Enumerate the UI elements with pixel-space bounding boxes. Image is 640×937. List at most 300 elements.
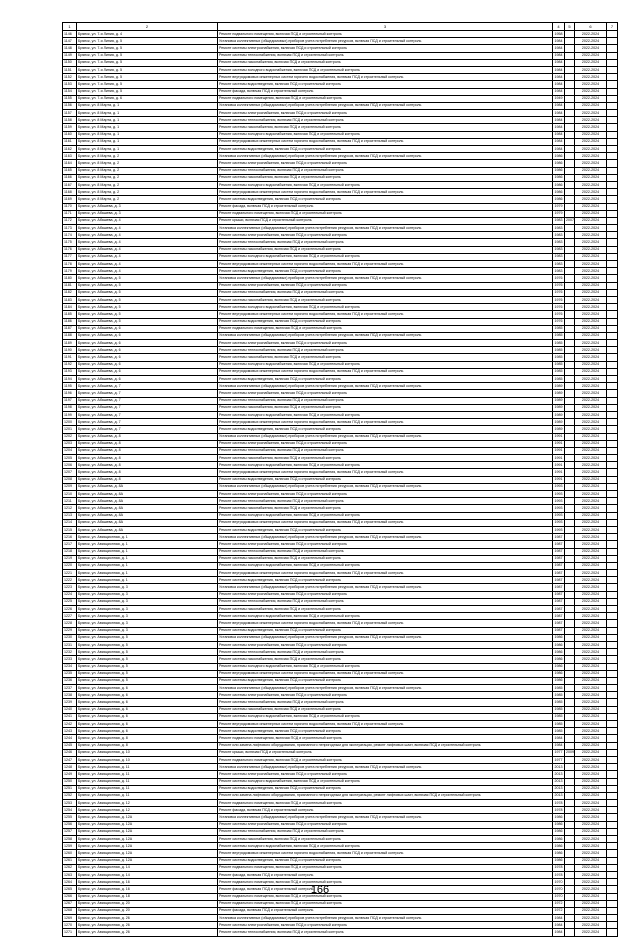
cell-address: Брянск, ул. 8 Марта, д. 2 — [77, 167, 218, 174]
cell-extra — [607, 907, 618, 914]
cell-planned-period: 2022-2024 — [575, 598, 607, 605]
cell-work-type: Ремонт системы теплоснабжения, включая ПСД и строительный контроль — [218, 397, 553, 404]
cell-row-number: 1215 — [63, 526, 77, 533]
cell-year-repair — [565, 843, 575, 850]
cell-work-type: Установка коллективных (общедомовых) приборов учета потребления ресурсов, включая ПСД и строительный контроль — [218, 634, 553, 641]
cell-address: Брянск, ул. Авиационная, д. 3 — [77, 598, 218, 605]
cell-planned-period: 2022-2024 — [575, 203, 607, 210]
cell-row-number: 1150 — [63, 59, 77, 66]
cell-year-repair — [565, 476, 575, 483]
cell-year-built: 1983 — [553, 239, 565, 246]
cell-row-number: 1206 — [63, 462, 77, 469]
cell-year-built: 1987 — [553, 591, 565, 598]
table-row — [63, 864, 618, 871]
cell-address: Брянск, ул. Абашева, д. 7 — [77, 426, 218, 433]
cell-work-type: Ремонт фасада, включая ПСД и строительный контроль — [218, 907, 553, 914]
cell-extra — [607, 677, 618, 684]
cell-address: Брянск, ул. Авиационная, д. 26 — [77, 915, 218, 922]
cell-year-built: 1985 — [553, 685, 565, 692]
cell-work-type: Ремонт системы холодного водоснабжения, включая ПСД и строительный контроль — [218, 361, 553, 368]
cell-work-type: Ремонт внутридомовых инженерных систем горячего водоснабжения, включая ПСД и строительный контроль — [218, 311, 553, 318]
cell-row-number: 1253 — [63, 800, 77, 807]
table-row — [63, 584, 618, 591]
cell-planned-period: 2022-2024 — [575, 843, 607, 850]
cell-address: Брянск, ул. Абашева, д. 5 — [77, 282, 218, 289]
table-row — [63, 721, 618, 728]
table-row — [63, 102, 618, 109]
table-row — [63, 88, 618, 95]
cell-extra — [607, 397, 618, 404]
header-col-4: 4 — [553, 23, 565, 31]
cell-work-type: Ремонт системы электроснабжения, включая ПСД и строительный контроль — [218, 591, 553, 598]
cell-extra — [607, 814, 618, 821]
cell-year-repair — [565, 52, 575, 59]
cell-work-type: Ремонт системы электроснабжения, включая ПСД и строительный контроль — [218, 390, 553, 397]
cell-planned-period: 2022-2024 — [575, 45, 607, 52]
cell-year-built: 1987 — [553, 613, 565, 620]
cell-year-repair — [565, 397, 575, 404]
cell-year-repair — [565, 59, 575, 66]
cell-extra — [607, 318, 618, 325]
cell-extra — [607, 66, 618, 73]
cell-year-repair — [565, 685, 575, 692]
cell-address: Брянск, ул. Авиационная, д. 5 — [77, 656, 218, 663]
cell-address: Брянск, ул. Абашева, д. 6 — [77, 325, 218, 332]
cell-address: Брянск, ул. Абашева, д. 4 — [77, 268, 218, 275]
cell-extra — [607, 749, 618, 756]
cell-planned-period: 2022-2024 — [575, 534, 607, 541]
cell-extra — [607, 296, 618, 303]
cell-extra — [607, 167, 618, 174]
cell-address: Брянск, ул. Абашева, д. 8А — [77, 505, 218, 512]
table-row — [63, 232, 618, 239]
cell-row-number: 1248 — [63, 764, 77, 771]
cell-planned-period: 2022-2024 — [575, 483, 607, 490]
table-row — [63, 153, 618, 160]
cell-extra — [607, 613, 618, 620]
cell-work-type: Ремонт системы холодного водоснабжения, включая ПСД и строительный контроль — [218, 462, 553, 469]
cell-address: Брянск, ул. Авиационная, д. 6 — [77, 685, 218, 692]
cell-year-repair — [565, 160, 575, 167]
cell-work-type: Установка коллективных (общедомовых) приборов учета потребления ресурсов, включая ПСД и строительный контроль — [218, 764, 553, 771]
cell-planned-period: 2022-2024 — [575, 699, 607, 706]
cell-year-built: 1984 — [553, 110, 565, 117]
cell-work-type: Ремонт системы электроснабжения, включая ПСД и строительный контроль — [218, 440, 553, 447]
cell-year-built: 1984 — [553, 59, 565, 66]
cell-address: Брянск, ул. Абашева, д. 8 — [77, 447, 218, 454]
table-row — [63, 843, 618, 850]
cell-work-type: Ремонт системы водоотведения, включая ПСД и строительный контроль — [218, 476, 553, 483]
cell-planned-period: 2022-2024 — [575, 383, 607, 390]
cell-year-repair — [565, 555, 575, 562]
cell-work-type: Ремонт системы водоотведения, включая ПСД и строительный контроль — [218, 577, 553, 584]
cell-year-built: 1978 — [553, 800, 565, 807]
cell-work-type: Ремонт системы газоснабжения, включая ПСД и строительный контроль — [218, 606, 553, 613]
cell-extra — [607, 534, 618, 541]
cell-year-repair — [565, 785, 575, 792]
cell-address: Брянск, ул. Авиационная, д. 26 — [77, 922, 218, 929]
cell-planned-period: 2022-2024 — [575, 505, 607, 512]
table-row — [63, 814, 618, 821]
cell-address: Брянск, ул. Абашева, д. 7 — [77, 397, 218, 404]
cell-year-repair — [565, 110, 575, 117]
cell-row-number: 1231 — [63, 641, 77, 648]
cell-year-repair — [565, 634, 575, 641]
cell-extra — [607, 268, 618, 275]
cell-extra — [607, 929, 618, 936]
cell-row-number: 1194 — [63, 376, 77, 383]
cell-address: Брянск, ул. Абашева, д. 6 — [77, 347, 218, 354]
cell-planned-period: 2022-2024 — [575, 289, 607, 296]
cell-address: Брянск, ул. Абашева, д. 6 — [77, 376, 218, 383]
cell-address: Брянск, ул. Абашева, д. 4 — [77, 225, 218, 232]
cell-extra — [607, 577, 618, 584]
cell-work-type: Ремонт системы холодного водоснабжения, включая ПСД и строительный контроль — [218, 613, 553, 620]
cell-year-repair — [565, 792, 575, 799]
header-col-7: 7 — [607, 23, 618, 31]
cell-work-type: Ремонт подвального помещения, включая ПСД и строительный контроль — [218, 95, 553, 102]
cell-work-type: Ремонт системы газоснабжения, включая ПСД и строительный контроль — [218, 124, 553, 131]
cell-year-built: 1986 — [553, 814, 565, 821]
table-row — [63, 462, 618, 469]
cell-address: Брянск, ул. Авиационная, д. 11 — [77, 778, 218, 785]
cell-address: Брянск, ул. Авиационная, д. 12А — [77, 857, 218, 864]
cell-year-built: 1993 — [553, 491, 565, 498]
table-row — [63, 548, 618, 555]
cell-year-built: 1978 — [553, 864, 565, 871]
cell-extra — [607, 239, 618, 246]
cell-address: Брянск, ул. 8 Марта, д. 2 — [77, 189, 218, 196]
cell-row-number: 1250 — [63, 778, 77, 785]
cell-work-type: Ремонт системы водоотведения, включая ПСД и строительный контроль — [218, 677, 553, 684]
table-row — [63, 756, 618, 763]
cell-planned-period: 2022-2024 — [575, 59, 607, 66]
table-row — [63, 526, 618, 533]
cell-work-type: Ремонт подвального помещения, включая ПСД и строительный контроль — [218, 325, 553, 332]
table-row — [63, 117, 618, 124]
cell-planned-period: 2022-2024 — [575, 376, 607, 383]
cell-year-repair — [565, 138, 575, 145]
header-col-2: 2 — [77, 23, 218, 31]
cell-planned-period: 2022-2024 — [575, 95, 607, 102]
cell-row-number: 1262 — [63, 864, 77, 871]
cell-year-repair — [565, 764, 575, 771]
cell-planned-period: 2022-2024 — [575, 225, 607, 232]
cell-year-built: 1987 — [553, 627, 565, 634]
table-row — [63, 670, 618, 677]
cell-address: Брянск, ул. Авиационная, д. 1 — [77, 541, 218, 548]
cell-row-number: 1175 — [63, 239, 77, 246]
cell-year-repair — [565, 778, 575, 785]
cell-address: Брянск, ул. Авиационная, д. 12А — [77, 821, 218, 828]
cell-extra — [607, 426, 618, 433]
cell-row-number: 1203 — [63, 440, 77, 447]
cell-extra — [607, 699, 618, 706]
cell-year-repair — [565, 735, 575, 742]
cell-row-number: 1184 — [63, 304, 77, 311]
cell-address: Брянск, ул. Абашева, д. 8А — [77, 519, 218, 526]
cell-row-number: 1196 — [63, 390, 77, 397]
cell-row-number: 1190 — [63, 347, 77, 354]
cell-year-built: 1986 — [553, 153, 565, 160]
cell-row-number: 1201 — [63, 426, 77, 433]
cell-planned-period: 2022-2024 — [575, 591, 607, 598]
table-row — [63, 900, 618, 907]
table-row — [63, 426, 618, 433]
cell-planned-period: 2022-2024 — [575, 31, 607, 38]
cell-address: Брянск, ул. Авиационная, д. 6 — [77, 692, 218, 699]
cell-row-number: 1271 — [63, 929, 77, 936]
cell-row-number: 1157 — [63, 110, 77, 117]
cell-year-repair — [565, 38, 575, 45]
cell-year-built: 1984 — [553, 102, 565, 109]
cell-year-built: 1984 — [553, 915, 565, 922]
cell-address: Брянск, ул. Авиационная, д. 11 — [77, 764, 218, 771]
cell-address: Брянск, ул. 8 Марта, д. 2 — [77, 153, 218, 160]
cell-extra — [607, 498, 618, 505]
cell-extra — [607, 792, 618, 799]
cell-year-built: 2013 — [553, 778, 565, 785]
cell-work-type: Установка коллективных (общедомовых) приборов учета потребления ресурсов, включая ПСД и строительный контроль — [218, 38, 553, 45]
cell-planned-period: 2022-2024 — [575, 354, 607, 361]
cell-year-built: 1993 — [553, 512, 565, 519]
cell-extra — [607, 649, 618, 656]
cell-work-type: Ремонт системы теплоснабжения, включая ПСД и строительный контроль — [218, 347, 553, 354]
cell-year-built: 1984 — [553, 66, 565, 73]
cell-year-repair — [565, 275, 575, 282]
cell-address: Брянск, ул. Абашева, д. 8А — [77, 526, 218, 533]
table-row — [63, 929, 618, 936]
cell-extra — [607, 562, 618, 569]
cell-planned-period: 2022-2024 — [575, 397, 607, 404]
cell-address: Брянск, ул. Авиационная, д. 26 — [77, 929, 218, 936]
cell-year-built: 1983 — [553, 217, 565, 224]
cell-planned-period: 2022-2024 — [575, 879, 607, 886]
cell-year-repair — [565, 361, 575, 368]
cell-planned-period: 2022-2024 — [575, 548, 607, 555]
cell-year-built: 1987 — [553, 570, 565, 577]
cell-extra — [607, 742, 618, 749]
cell-year-built: 1984 — [553, 117, 565, 124]
table-row — [63, 131, 618, 138]
cell-row-number: 1240 — [63, 706, 77, 713]
cell-year-built: 1986 — [553, 850, 565, 857]
cell-extra — [607, 81, 618, 88]
cell-year-repair — [565, 440, 575, 447]
cell-year-repair — [565, 922, 575, 929]
cell-row-number: 1223 — [63, 584, 77, 591]
cell-year-repair: 2009 — [565, 749, 575, 756]
cell-planned-period: 2022-2024 — [575, 232, 607, 239]
table-row — [63, 368, 618, 375]
cell-extra — [607, 491, 618, 498]
cell-extra — [607, 131, 618, 138]
cell-extra — [607, 368, 618, 375]
table-row — [63, 483, 618, 490]
table-row — [63, 318, 618, 325]
table-row — [63, 469, 618, 476]
table-row — [63, 706, 618, 713]
cell-row-number: 1154 — [63, 88, 77, 95]
cell-work-type: Ремонт системы холодного водоснабжения, включая ПСД и строительный контроль — [218, 66, 553, 73]
cell-work-type: Ремонт системы теплоснабжения, включая ПСД и строительный контроль — [218, 289, 553, 296]
table-row — [63, 577, 618, 584]
cell-planned-period: 2022-2024 — [575, 52, 607, 59]
cell-year-repair — [565, 411, 575, 418]
cell-row-number: 1208 — [63, 476, 77, 483]
cell-year-repair: 2007 — [565, 217, 575, 224]
cell-extra — [607, 340, 618, 347]
cell-planned-period: 2022-2024 — [575, 440, 607, 447]
cell-row-number: 1239 — [63, 699, 77, 706]
table-row — [63, 649, 618, 656]
cell-year-built: 1987 — [553, 555, 565, 562]
cell-year-built: 2013 — [553, 764, 565, 771]
cell-work-type: Ремонт системы теплоснабжения, включая ПСД и строительный контроль — [218, 649, 553, 656]
cell-year-built: 1987 — [553, 534, 565, 541]
cell-extra — [607, 469, 618, 476]
cell-address: Брянск, ул. Авиационная, д. 3 — [77, 584, 218, 591]
table-row — [63, 433, 618, 440]
cell-year-built: 1970 — [553, 893, 565, 900]
cell-row-number: 1236 — [63, 677, 77, 684]
cell-row-number: 1183 — [63, 296, 77, 303]
cell-extra — [607, 138, 618, 145]
cell-row-number: 1158 — [63, 117, 77, 124]
cell-planned-period: 2022-2024 — [575, 742, 607, 749]
table-row — [63, 390, 618, 397]
table-row — [63, 792, 618, 799]
cell-year-built: 1985 — [553, 692, 565, 699]
cell-year-built: 1986 — [553, 634, 565, 641]
table-row — [63, 332, 618, 339]
table-row — [63, 296, 618, 303]
table-row — [63, 181, 618, 188]
cell-work-type: Ремонт системы теплоснабжения, включая ПСД и строительный контроль — [218, 239, 553, 246]
cell-year-repair — [565, 756, 575, 763]
table-row — [63, 167, 618, 174]
cell-address: Брянск, ул. Авиационная, д. 5 — [77, 670, 218, 677]
cell-work-type: Установка коллективных (общедомовых) приборов учета потребления ресурсов, включая ПСД и строительный контроль — [218, 584, 553, 591]
cell-year-repair — [565, 296, 575, 303]
table-row — [63, 591, 618, 598]
cell-year-repair — [565, 570, 575, 577]
cell-address: Брянск, ул. Абашева, д. 8 — [77, 462, 218, 469]
cell-work-type: Ремонт системы электроснабжения, включая ПСД и строительный контроль — [218, 110, 553, 117]
cell-row-number: 1212 — [63, 505, 77, 512]
cell-row-number: 1241 — [63, 713, 77, 720]
cell-row-number: 1169 — [63, 196, 77, 203]
cell-year-repair — [565, 376, 575, 383]
cell-work-type: Ремонт фасада, включая ПСД и строительный контроль — [218, 886, 553, 893]
header-col-5: 5 — [565, 23, 575, 31]
cell-planned-period: 2022-2024 — [575, 419, 607, 426]
cell-row-number: 1167 — [63, 181, 77, 188]
cell-year-built: 1983 — [553, 232, 565, 239]
cell-work-type: Установка коллективных (общедомовых) приборов учета потребления ресурсов, включая ПСД и строительный контроль — [218, 814, 553, 821]
cell-year-built: 1993 — [553, 498, 565, 505]
cell-planned-period: 2022-2024 — [575, 663, 607, 670]
cell-planned-period: 2022-2024 — [575, 685, 607, 692]
cell-planned-period: 2022-2024 — [575, 756, 607, 763]
cell-year-repair — [565, 627, 575, 634]
cell-year-repair — [565, 491, 575, 498]
table-row — [63, 124, 618, 131]
cell-work-type: Ремонт системы водоотведения, включая ПСД и строительный контроль — [218, 857, 553, 864]
cell-row-number: 1229 — [63, 627, 77, 634]
table-row — [63, 246, 618, 253]
cell-planned-period: 2022-2024 — [575, 886, 607, 893]
cell-extra — [607, 289, 618, 296]
cell-row-number: 1160 — [63, 131, 77, 138]
cell-work-type: Ремонт системы водоотведения, включая ПСД и строительный контроль — [218, 318, 553, 325]
cell-year-repair — [565, 31, 575, 38]
cell-row-number: 1265 — [63, 886, 77, 893]
cell-year-built: 1985 — [553, 721, 565, 728]
cell-planned-period: 2022-2024 — [575, 66, 607, 73]
cell-row-number: 1234 — [63, 663, 77, 670]
cell-address: Брянск, ул. Авиационная, д. 5 — [77, 663, 218, 670]
cell-address: Брянск, ул. Абашева, д. 7 — [77, 383, 218, 390]
cell-address: Брянск, ул. Авиационная, д. 11 — [77, 785, 218, 792]
cell-planned-period: 2022-2024 — [575, 512, 607, 519]
cell-planned-period: 2022-2024 — [575, 627, 607, 634]
cell-work-type: Ремонт внутридомовых инженерных систем горячего водоснабжения, включая ПСД и строительный контроль — [218, 519, 553, 526]
cell-planned-period: 2022-2024 — [575, 656, 607, 663]
cell-row-number: 1220 — [63, 562, 77, 569]
table-row — [63, 304, 618, 311]
cell-row-number: 1148 — [63, 45, 77, 52]
cell-year-built: 1989 — [553, 397, 565, 404]
cell-work-type: Ремонт внутридомовых инженерных систем горячего водоснабжения, включая ПСД и строительный контроль — [218, 189, 553, 196]
cell-row-number: 1159 — [63, 124, 77, 131]
cell-extra — [607, 411, 618, 418]
cell-row-number: 1198 — [63, 404, 77, 411]
table-row — [63, 476, 618, 483]
cell-year-repair — [565, 181, 575, 188]
cell-row-number: 1200 — [63, 419, 77, 426]
cell-year-built: 1977 — [553, 756, 565, 763]
cell-row-number: 1185 — [63, 311, 77, 318]
cell-year-repair — [565, 325, 575, 332]
cell-planned-period: 2022-2024 — [575, 728, 607, 735]
cell-year-built: 1983 — [553, 246, 565, 253]
cell-address: Брянск, ул. Авиационная, д. 12А — [77, 828, 218, 835]
cell-extra — [607, 124, 618, 131]
cell-year-built: 1984 — [553, 81, 565, 88]
cell-year-built: 1986 — [553, 196, 565, 203]
cell-row-number: 1152 — [63, 74, 77, 81]
cell-work-type: Ремонт внутридомовых инженерных систем горячего водоснабжения, включая ПСД и строительный контроль — [218, 850, 553, 857]
header-col-6: 6 — [575, 23, 607, 31]
cell-planned-period: 2022-2024 — [575, 318, 607, 325]
cell-extra — [607, 311, 618, 318]
cell-extra — [607, 606, 618, 613]
table-row — [63, 922, 618, 929]
table-row — [63, 828, 618, 835]
cell-address: Брянск, ул. Абашева, д. 7 — [77, 419, 218, 426]
cell-year-repair — [565, 455, 575, 462]
cell-planned-period: 2022-2024 — [575, 541, 607, 548]
cell-address: Брянск, ул. 8 Марта, д. 1 — [77, 124, 218, 131]
cell-year-repair — [565, 210, 575, 217]
cell-planned-period: 2022-2024 — [575, 217, 607, 224]
cell-planned-period: 2022-2024 — [575, 828, 607, 835]
cell-year-repair — [565, 584, 575, 591]
cell-row-number: 1224 — [63, 591, 77, 598]
cell-row-number: 1155 — [63, 95, 77, 102]
cell-planned-period: 2022-2024 — [575, 606, 607, 613]
